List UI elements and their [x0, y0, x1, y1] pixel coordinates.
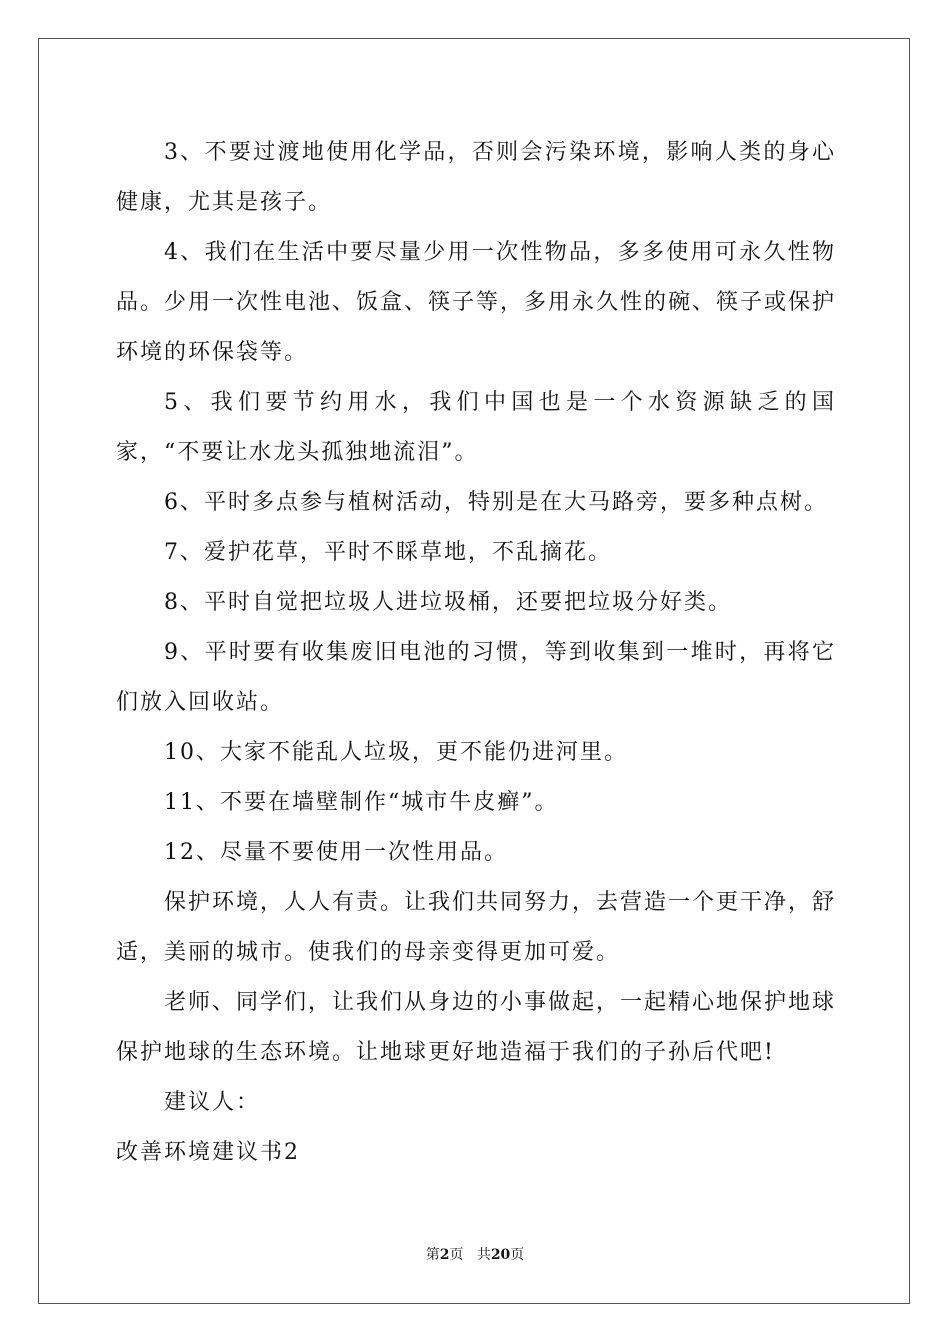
page-suffix: 页 — [449, 1247, 464, 1263]
paragraph-item-4: 4、我们在生活中要尽量少用一次性物品，多多使用可永久性物品。少用一次性电池、饭盒、筷子等，多用永久性的碗、筷子或保护环境的环保袋等。 — [116, 240, 837, 365]
next-section-title: 改善环境建议书2 — [116, 1140, 300, 1165]
paragraph-item-6: 6、平时多点参与植树活动，特别是在大马路旁，要多种点树。 — [164, 490, 828, 515]
paragraph-item-9: 9、平时要有收集废旧电池的习惯，等到收集到一堆时，再将它们放入回收站。 — [116, 640, 836, 715]
page-footer — [0, 1245, 950, 1265]
paragraph-item-12: 12、尽量不要使用一次性用品。 — [164, 840, 508, 865]
signature-line: 建议人： — [164, 1090, 261, 1115]
paragraph-item-7: 7、爱护花草，平时不睬草地，不乱摘花。 — [164, 540, 612, 565]
page-prefix: 第 — [425, 1247, 440, 1263]
page-number: 2 — [439, 1247, 450, 1263]
total-prefix: 共 — [476, 1247, 491, 1263]
page-total: 20 — [490, 1247, 511, 1263]
appeal-paragraph: 老师、同学们，让我们从身边的小事做起，一起精心地保护地球保护地球的生态环境。让地球更好地造福于我们的子孙后代吧! — [116, 990, 837, 1065]
paragraph-item-5: 5、我们要节约用水，我们中国也是一个水资源缺乏的国家，“不要让水龙头孤独地流泪”。 — [116, 390, 836, 465]
paragraph-item-8: 8、平时自觉把垃圾人进垃圾桶，还要把垃圾分好类。 — [164, 590, 732, 615]
document-body — [116, 128, 836, 1178]
paragraph-item-3: 3、不要过渡地使用化学品，否则会污染环境，影响人类的身心健康，尤其是孩子。 — [116, 140, 836, 215]
closing-paragraph: 保护环境，人人有责。让我们共同努力，去营造一个更干净，舒适，美丽的城市。使我们的母亲变得更加可爱。 — [116, 890, 837, 965]
paragraph-item-10: 10、大家不能乱人垃圾，更不能仍进河里。 — [164, 740, 628, 765]
paragraph-item-11: 11、不要在墙壁制作“城市牛皮癣”。 — [164, 790, 559, 815]
total-suffix: 页 — [510, 1247, 525, 1263]
